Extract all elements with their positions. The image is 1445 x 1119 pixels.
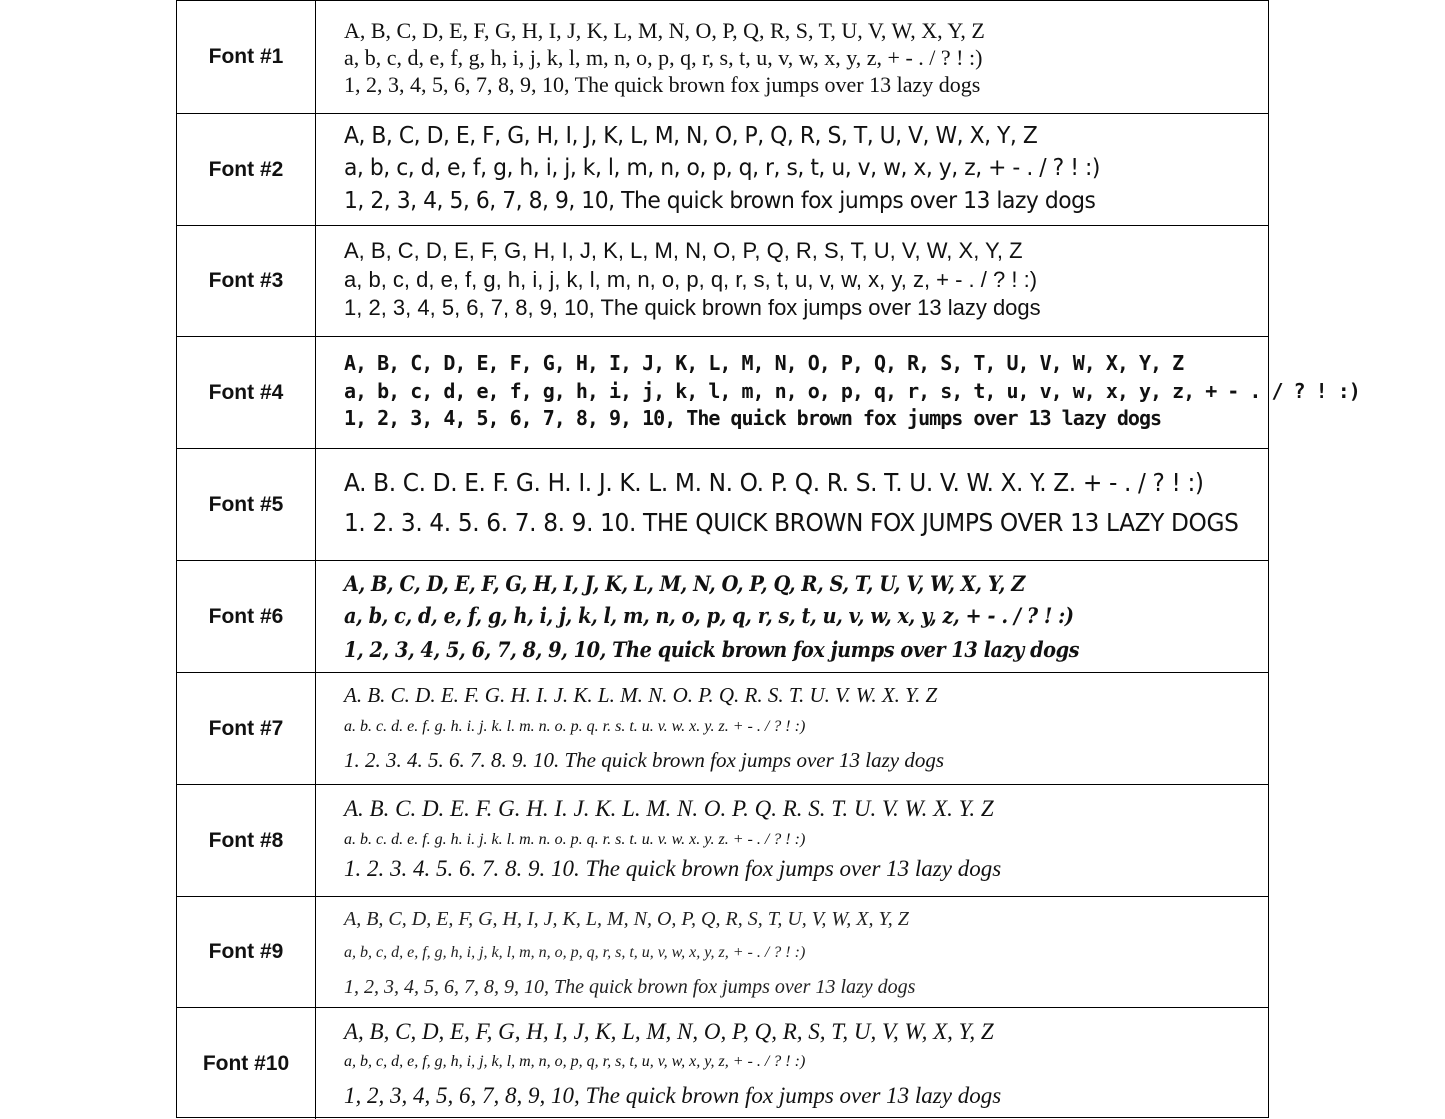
lowercase-line: a. b. c. d. e. f. g. h. i. j. k. l. m. n. o. p. q. r. s. t. u. v. w. x. y. z. + - . / ? ! :)	[344, 831, 806, 848]
font-label: Font #7	[177, 673, 316, 784]
uppercase-line: A. B. C. D. E. F. G. H. I. J. K. L. M. N. O. P. Q. R. S. T. U. V. W. X. Y. Z	[344, 796, 994, 821]
uppercase-line: A, B, C, D, E, F, G, H, I, J, K, L, M, N, O, P, Q, R, S, T, U, V, W, X, Y, Z	[344, 123, 1038, 149]
font-row-2	[177, 114, 1268, 226]
font-row-6	[177, 561, 1268, 673]
lowercase-line: a, b, c, d, e, f, g, h, i, j, k, l, m, n, o, p, q, r, s, t, u, v, w, x, y, z, + - . / ? ! :)	[344, 944, 806, 961]
font-label: Font #6	[177, 561, 316, 672]
numbers-line: 1, 2, 3, 4, 5, 6, 7, 8, 9, 10, The quick brown fox jumps over 13 lazy dogs	[344, 295, 1041, 320]
numbers-line: 1. 2. 3. 4. 5. 6. 7. 8. 9. 10. The quick brown fox jumps over 13 lazy dogs	[344, 748, 945, 772]
uppercase-line: A, B, C, D, E, F, G, H, I, J, K, L, M, N, O, P, Q, R, S, T, U, V, W, X, Y, Z	[344, 908, 909, 930]
font-sample	[344, 785, 1258, 896]
numbers-line: 1, 2, 3, 4, 5, 6, 7, 8, 9, 10, The quick brown fox jumps over 13 lazy dogs	[344, 1083, 1002, 1108]
numbers-line: 1, 2, 3, 4, 5, 6, 7, 8, 9, 10, The quick brown fox jumps over 13 lazy dogs	[344, 188, 1096, 214]
numbers-line: 1, 2, 3, 4, 5, 6, 7, 8, 9, 10, The quick brown fox jumps over 13 lazy dogs	[344, 976, 916, 998]
font-label: Font #2	[177, 114, 316, 225]
font-sample	[344, 561, 1258, 672]
font-sample	[344, 673, 1258, 784]
font-row-3	[177, 226, 1268, 337]
font-sample	[344, 226, 1258, 336]
font-sample	[344, 1, 1258, 113]
numbers-line: 1. 2. 3. 4. 5. 6. 7. 8. 9. 10. THE QUICK BROWN FOX JUMPS OVER 13 LAZY DOGS	[344, 508, 1239, 537]
font-label: Font #4	[177, 337, 316, 448]
font-row-7	[177, 673, 1268, 785]
font-row-10	[177, 1008, 1268, 1119]
font-sample	[344, 449, 1258, 560]
numbers-line: 1, 2, 3, 4, 5, 6, 7, 8, 9, 10, The quick brown fox jumps over 13 lazy dogs	[344, 72, 981, 97]
lowercase-line: a, b, c, d, e, f, g, h, i, j, k, l, m, n, o, p, q, r, s, t, u, v, w, x, y, z, + - . / ? ! :)	[344, 267, 1038, 292]
numbers-line: 1, 2, 3, 4, 5, 6, 7, 8, 9, 10, The quick brown fox jumps over 13 lazy dogs	[344, 637, 1080, 662]
lowercase-line: a, b, c, d, e, f, g, h, i, j, k, l, m, n, o, p, q, r, s, t, u, v, w, x, y, z, + - . / ? ! :)	[344, 45, 983, 70]
font-sample	[344, 337, 1360, 448]
numbers-line: 1. 2. 3. 4. 5. 6. 7. 8. 9. 10. The quick brown fox jumps over 13 lazy dogs	[344, 856, 1002, 881]
font-label: Font #10	[177, 1008, 316, 1119]
lowercase-line: a, b, c, d, e, f, g, h, i, j, k, l, m, n, o, p, q, r, s, t, u, v, w, x, y, z, + - . / ? ! :)	[344, 603, 1074, 628]
uppercase-line: A. B. C. D. E. F. G. H. I. J. K. L. M. N. O. P. Q. R. S. T. U. V. W. X. Y. Z. + - . / ? ! :)	[344, 468, 1204, 497]
uppercase-line: A, B, C, D, E, F, G, H, I, J, K, L, M, N, O, P, Q, R, S, T, U, V, W, X, Y, Z	[344, 18, 985, 43]
font-row-8	[177, 785, 1268, 897]
font-sample	[344, 897, 1258, 1007]
uppercase-line: A, B, C, D, E, F, G, H, I, J, K, L, M, N, O, P, Q, R, S, T, U, V, W, X, Y, Z	[344, 1019, 994, 1044]
uppercase-line: A, B, C, D, E, F, G, H, I, J, K, L, M, N, O, P, Q, R, S, T, U, V, W, X, Y, Z	[344, 571, 1025, 596]
font-label: Font #8	[177, 785, 316, 896]
lowercase-line: a, b, c, d, e, f, g, h, i, j, k, l, m, n, o, p, q, r, s, t, u, v, w, x, y, z, + - . / ? ! :)	[344, 379, 1360, 403]
font-label: Font #9	[177, 897, 316, 1007]
uppercase-line: A. B. C. D. E. F. G. H. I. J. K. L. M. N. O. P. Q. R. S. T. U. V. W. X. Y. Z	[344, 683, 938, 707]
font-row-4	[177, 337, 1360, 449]
font-label: Font #1	[177, 1, 316, 113]
font-sample	[344, 114, 1258, 225]
font-label: Font #5	[177, 449, 316, 560]
lowercase-line: a, b, c, d, e, f, g, h, i, j, k, l, m, n, o, p, q, r, s, t, u, v, w, x, y, z, + - . / ? ! :)	[344, 155, 1100, 181]
font-row-9	[177, 897, 1268, 1008]
font-sample-table	[176, 0, 1360, 1118]
uppercase-line: A, B, C, D, E, F, G, H, I, J, K, L, M, N, O, P, Q, R, S, T, U, V, W, X, Y, Z	[344, 351, 1184, 375]
uppercase-line: A, B, C, D, E, F, G, H, I, J, K, L, M, N, O, P, Q, R, S, T, U, V, W, X, Y, Z	[344, 238, 1023, 263]
font-row-5	[177, 449, 1268, 561]
lowercase-line: a, b, c, d, e, f, g, h, i, j, k, l, m, n, o, p, q, r, s, t, u, v, w, x, y, z, + - . / ? ! :)	[344, 1053, 806, 1070]
numbers-line: 1, 2, 3, 4, 5, 6, 7, 8, 9, 10, The quick brown fox jumps over 13 lazy dogs	[344, 406, 1162, 430]
font-row-1	[177, 1, 1268, 114]
font-label: Font #3	[177, 226, 316, 336]
lowercase-line: a. b. c. d. e. f. g. h. i. j. k. l. m. n. o. p. q. r. s. t. u. v. w. x. y. z. + - . / ? ! :)	[344, 718, 806, 735]
font-sample	[344, 1008, 1258, 1119]
